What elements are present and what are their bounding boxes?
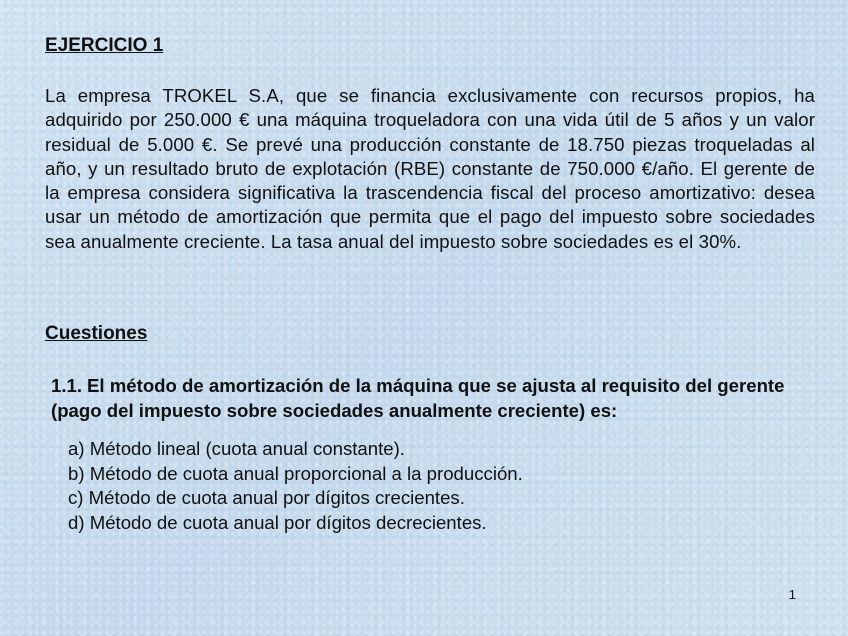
questions-heading: Cuestiones xyxy=(45,323,148,344)
option-b: b) Método de cuota anual proporcional a la producción. xyxy=(68,462,523,484)
question-text: El método de amortización de la máquina que se ajusta al requisito del gerente (pago del impuesto sobre sociedades anualmente creciente) es: xyxy=(51,375,785,421)
option-c: c) Método de cuota anual por dígitos crecientes. xyxy=(68,487,465,508)
exercise-statement: La empresa TROKEL S.A, que se financia exclusivamente con recursos propios, ha adquirido por 250.000 € una máquina troqueladora con una vida útil de 5 años y un valor residual de 5.000 €. Se prevé una producción constante de 18.750 piezas troqueladas al año, y un resultado bruto de explotación (RBE) constante de 750.000 €/año. El gerente de la empresa considera significativa la trascendencia fiscal del proceso amortizativo: desea usar un método de amortización que permita que el pago del impuesto sobre sociedades sea anualmente creciente. La tasa anual del impuesto sobre sociedades es el 30%. xyxy=(45,85,815,252)
option-a: a) Método lineal (cuota anual constante). xyxy=(68,438,405,459)
answer-options xyxy=(68,437,523,535)
page-number: 1 xyxy=(788,587,796,602)
exercise-title: EJERCICIO 1 xyxy=(45,35,164,56)
question-number: 1.1. xyxy=(51,375,83,396)
option-d: d) Método de cuota anual por dígitos decrecientes. xyxy=(68,511,487,533)
question-1-1 xyxy=(51,373,821,423)
